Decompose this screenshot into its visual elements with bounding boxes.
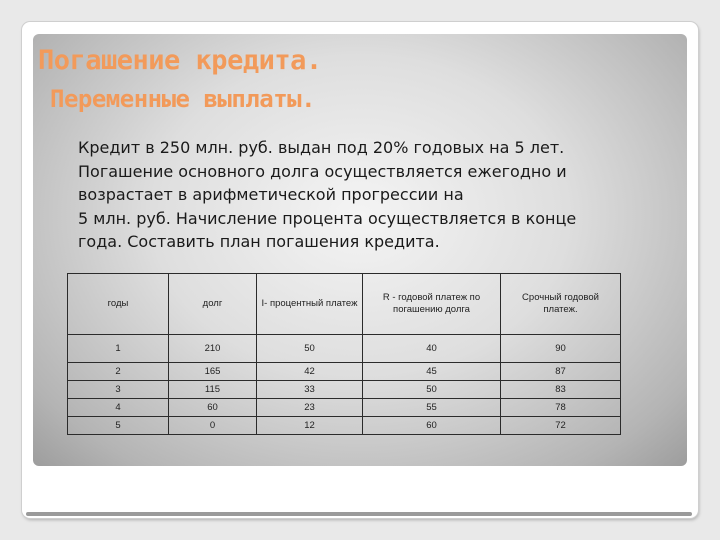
table-row — [68, 381, 621, 399]
table-row — [68, 417, 621, 435]
header-total-payment: Срочный годовой платеж. — [501, 274, 621, 335]
table-row — [68, 399, 621, 417]
cell-total: 83 — [501, 381, 621, 399]
cell-year: 4 — [68, 399, 169, 417]
cell-principal: 40 — [363, 335, 501, 363]
problem-statement — [78, 136, 648, 254]
cell-interest: 50 — [257, 335, 363, 363]
header-debt: долг — [169, 274, 257, 335]
cell-year: 5 — [68, 417, 169, 435]
header-years: годы — [68, 274, 169, 335]
cell-interest: 23 — [257, 399, 363, 417]
cell-total: 78 — [501, 399, 621, 417]
slide-subtitle: Переменные выплаты. — [50, 85, 316, 113]
cell-principal: 55 — [363, 399, 501, 417]
cell-debt: 0 — [169, 417, 257, 435]
table-row — [68, 363, 621, 381]
cell-interest: 42 — [257, 363, 363, 381]
table-row — [68, 335, 621, 363]
problem-line: Кредит в 250 млн. руб. выдан под 20% годовых на 5 лет. — [78, 138, 565, 157]
cell-year: 1 — [68, 335, 169, 363]
cell-debt: 210 — [169, 335, 257, 363]
cell-interest: 33 — [257, 381, 363, 399]
cell-interest: 12 — [257, 417, 363, 435]
cell-debt: 60 — [169, 399, 257, 417]
header-principal: R - годовой платеж по погашению долга — [363, 274, 501, 335]
slide-title: Погашение кредита. — [38, 45, 322, 76]
cell-debt: 165 — [169, 363, 257, 381]
cell-total: 72 — [501, 417, 621, 435]
cell-principal: 45 — [363, 363, 501, 381]
problem-line: возрастает в арифметической прогрессии на — [78, 185, 464, 204]
problem-line: 5 млн. руб. Начисление процента осуществляется в конце — [78, 208, 577, 228]
cell-debt: 115 — [169, 381, 257, 399]
problem-line: года. Составить план погашения кредита. — [78, 232, 440, 251]
repayment-table — [67, 273, 621, 435]
header-interest: I- процентный платеж — [257, 274, 363, 335]
cell-year: 2 — [68, 363, 169, 381]
problem-line: Погашение основного долга осуществляется ежегодно и — [78, 161, 567, 181]
cell-principal: 50 — [363, 381, 501, 399]
bottom-bar — [26, 512, 692, 516]
cell-total: 90 — [501, 335, 621, 363]
cell-principal: 60 — [363, 417, 501, 435]
cell-year: 3 — [68, 381, 169, 399]
table-header-row — [68, 274, 621, 335]
cell-total: 87 — [501, 363, 621, 381]
